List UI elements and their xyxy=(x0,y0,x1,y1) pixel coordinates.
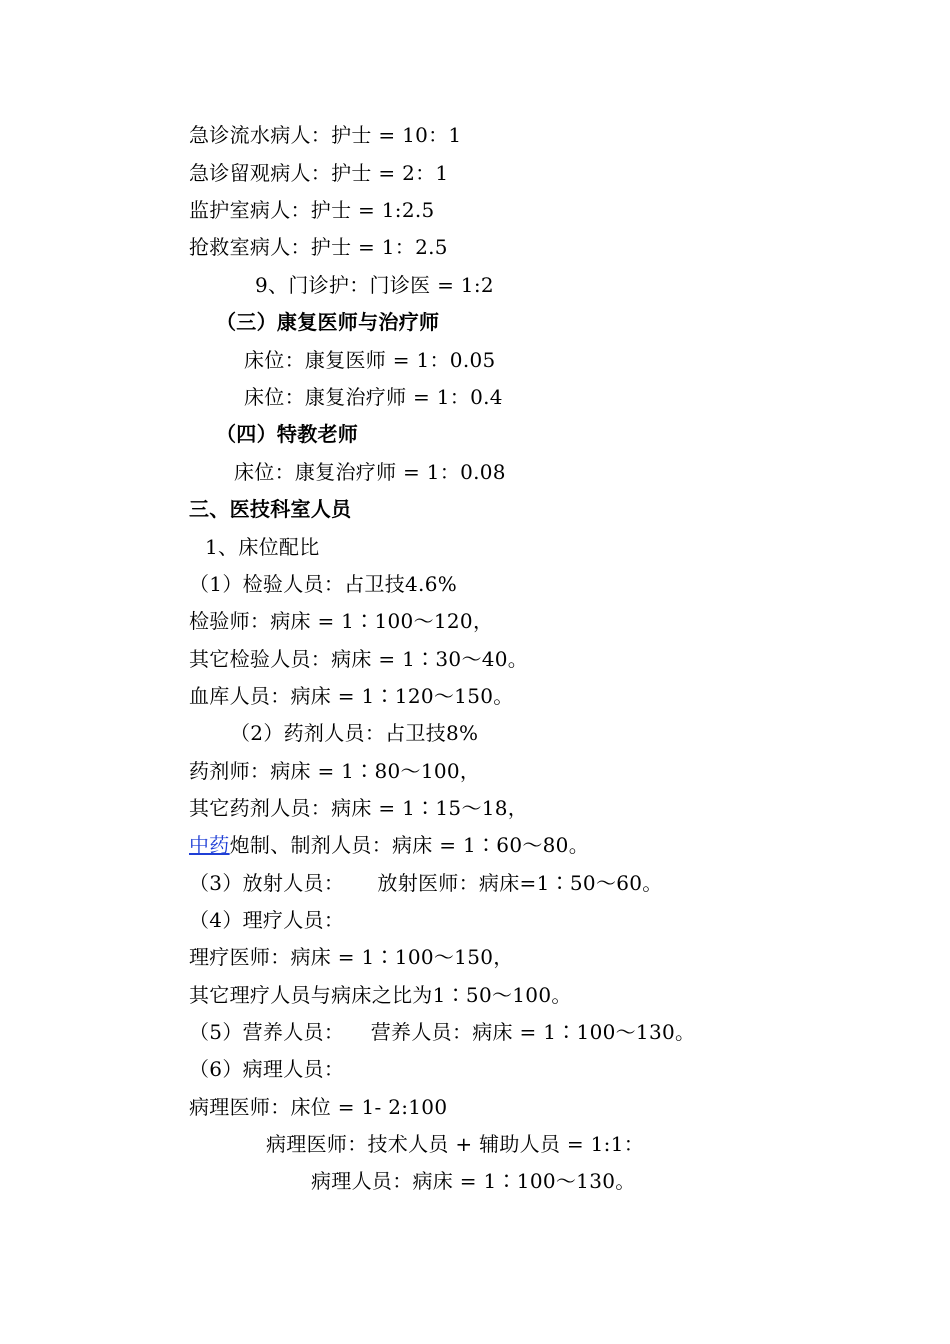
ratio-pathology-bed: 病理人员：病床 = 1∶100～130。 xyxy=(311,1169,636,1193)
item-lab-staff: （1）检验人员：占卫技4.6% xyxy=(189,572,458,596)
ratio-nutrition: （5）营养人员： 营养人员：病床 = 1∶100～130。 xyxy=(189,1020,696,1044)
ratio-pathologist-staff: 病理医师：技术人员 + 辅助人员 = 1:1： xyxy=(266,1132,645,1156)
ratio-pathologist-bed: 病理医师：床位 = 1- 2:100 xyxy=(189,1095,448,1119)
tcm-preparation-text: 炮制、制剂人员：病床 = 1∶60～80。 xyxy=(229,833,590,857)
ratio-radiology: （3）放射人员： 放射医师：病床=1∶50～60。 xyxy=(189,871,663,895)
item-physiotherapy-staff: （4）理疗人员： xyxy=(189,908,345,932)
ratio-resuscitation: 抢救室病人：护士 = 1：2.5 xyxy=(189,235,448,259)
ratio-other-lab-staff: 其它检验人员：病床 = 1∶30～40。 xyxy=(189,647,529,671)
ratio-physiotherapist: 理疗医师：病床 = 1∶100～150， xyxy=(189,945,514,969)
tcm-link[interactable]: 中药 xyxy=(189,833,230,857)
section-heading-medtech: 三、医技科室人员 xyxy=(189,497,352,521)
item-pharmacy-staff: （2）药剂人员：占卫技8% xyxy=(230,721,479,745)
ratio-emergency-flow: 急诊流水病人：护士 = 10：1 xyxy=(189,123,462,147)
ratio-bed-special-ed: 床位：康复治疗师 = 1：0.08 xyxy=(234,460,506,484)
ratio-icu: 监护室病人：护士 = 1:2.5 xyxy=(189,198,435,222)
ratio-blood-bank: 血库人员：病床 = 1∶120～150。 xyxy=(189,684,514,708)
ratio-outpatient-nurse-doctor: 9、门诊护：门诊医 = 1:2 xyxy=(255,273,494,297)
item-pathology-staff: （6）病理人员： xyxy=(189,1057,345,1081)
ratio-emergency-observation: 急诊留观病人：护士 = 2：1 xyxy=(189,161,449,185)
subheading-bed-ratio: 1、床位配比 xyxy=(205,535,320,559)
ratio-lab-technician: 检验师：病床 = 1∶100～120， xyxy=(189,609,494,633)
ratio-bed-rehab-therapist: 床位：康复治疗师 = 1：0.4 xyxy=(244,385,503,409)
ratio-tcm-preparation xyxy=(189,831,589,859)
section-heading-rehab: （三）康复医师与治疗师 xyxy=(216,310,440,334)
section-heading-special-ed: （四）特教老师 xyxy=(216,422,359,446)
ratio-other-physiotherapy-staff: 其它理疗人员与病床之比为1∶50～100。 xyxy=(189,983,572,1007)
ratio-bed-rehab-doctor: 床位：康复医师 = 1：0.05 xyxy=(244,348,496,372)
ratio-pharmacist: 药剂师：病床 = 1∶80～100， xyxy=(189,759,481,783)
ratio-other-pharmacy-staff: 其它药剂人员：病床 = 1∶15～18， xyxy=(189,796,529,820)
